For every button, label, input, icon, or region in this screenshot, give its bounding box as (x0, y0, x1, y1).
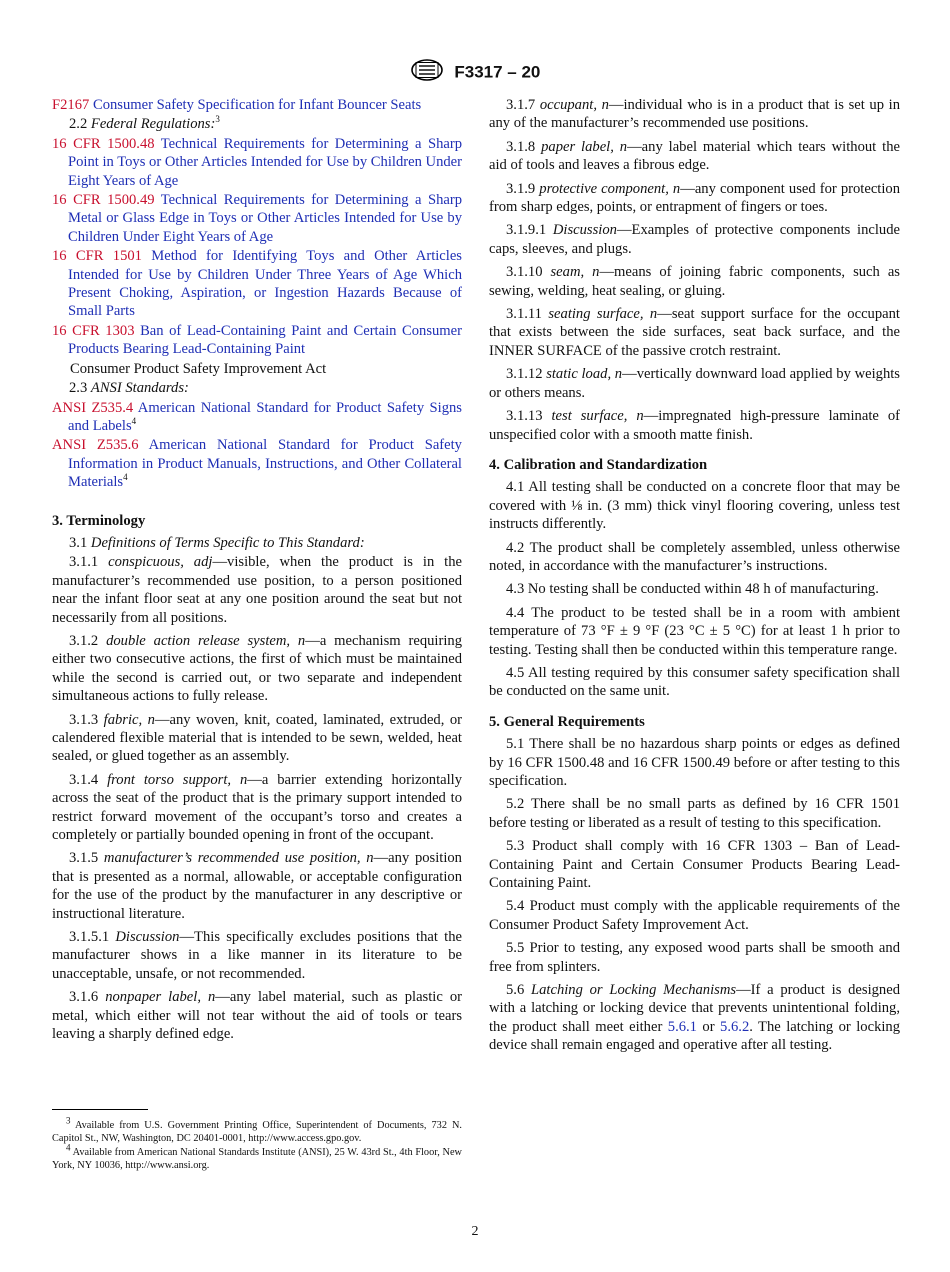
document-id: F3317 – 20 (454, 62, 541, 82)
term-3-1-10: 3.1.10 seam, n—means of joining fabric components, such as sewing, welding, heat sealing, or gluing. (489, 264, 900, 299)
section-heading-general-requirements: 5. General Requirements (489, 713, 645, 730)
paragraph-5-3: 5.3 Product shall comply with 16 CFR 1303 – Ban of Lead-Containing Paint and Certain Consumer Products Bearing Lead-Containing Paint. (489, 838, 900, 892)
term-3-1-2: 3.1.2 double action release system, n—a mechanism requiring either two consecutive actions, the first of which must be maintained while the second is carried out, or two separate and independent simultaneous actions to fully release. (52, 632, 462, 705)
left-column (52, 96, 462, 1049)
section-3-1: 3.1 Definitions of Terms Specific to This Standard: (69, 534, 365, 551)
page-number: 2 (471, 1224, 479, 1239)
paragraph-4-4: 4.4 The product to be tested shall be in a room with ambient temperature of 73 °F ± 9 °F (23 °C ± 5 °C) for at least 1 h prior to testing. Testing shall then be conducted within this temperature range. (489, 604, 900, 658)
section-2-2: 2.2 Federal Regulations:$^3$ (69, 114, 220, 133)
section-heading-terminology: 3. Terminology (52, 512, 146, 529)
astm-logo-icon (410, 58, 444, 87)
term-3-1-9-1: 3.1.9.1 Discussion—Examples of protective components include caps, sleeves, and plugs. (489, 222, 900, 257)
term-3-1-5: 3.1.5 manufacturer’s recommended use position, n—any position that is presented as a normal, allowable, or acceptable configuration for the use of the product by the manufacturer in any descriptive or instructional literature. (52, 850, 462, 922)
footnotes (52, 1115, 462, 1173)
paragraph-5-2: 5.2 There shall be no small parts as defined by 16 CFR 1501 before testing or liberated as a result of testing to this specification. (489, 796, 900, 831)
reference-ansi-z535-4: ANSI Z535.4 American National Standard for Product Safety Signs and Labels$^4$ (52, 399, 462, 434)
paragraph-4-2: 4.2 The product shall be completely assembled, unless otherwise noted, in accordance with the manufacturer’s instructions. (489, 539, 900, 574)
page-header (0, 58, 950, 87)
paragraph-4-1: 4.1 All testing shall be conducted on a concrete floor that may be covered with ⅛ in. (3 mm) thick vinyl flooring covering, unless test instructs differently. (489, 479, 900, 533)
term-3-1-11: 3.1.11 seating surface, n—seat support surface for the occupant that exists between the side surfaces, seat back surface, and the INNER SURFACE of the passive crotch restraint. (489, 306, 900, 359)
ref-code[interactable]: F2167 (52, 97, 90, 113)
footnote-divider (52, 1109, 148, 1110)
link-5-6-1[interactable]: 5.6.1 (667, 1018, 697, 1035)
paragraph-5-5: 5.5 Prior to testing, any exposed wood parts shall be smooth and free from splinters. (489, 940, 900, 975)
term-3-1-8: 3.1.8 paper label, n—any label material which tears without the aid of tools and leaves a fibrous edge. (489, 138, 900, 174)
term-3-1-1: 3.1.1 conspicuous, adj—visible, when the product is in the manufacturer’s recommended use position, to a person positioned near the infant floor seat at any one position around the seat but not necessarily from all positions. (52, 554, 462, 626)
footnote-ref-3: 3 (215, 114, 220, 125)
term-3-1-3: 3.1.3 fabric, n—any woven, knit, coated, laminated, extruded, or calendered flexible material that is intended to be sewn, welded, heat sealed, or glued together as an assembly. (52, 711, 462, 765)
paragraph-5-4: 5.4 Product must comply with the applicable requirements of the Consumer Product Safety Improvement Act. (489, 898, 900, 933)
paragraph-5-6: 5.6 Latching or Locking Mechanisms—If a product is designed with a latching or locking device that prevents unintentional folding, the product shall meet either 5.6.1 or 5.6.2. The latching or locking device shall remain engaged and operative after all testing. (489, 982, 901, 1054)
footnote-ref-4: 4 (131, 416, 137, 427)
ref-title[interactable]: Consumer Safety Specification for Infant Bouncer Seats (92, 97, 422, 113)
footnote-4: $^4$ Available from American National Standards Institute (ANSI), 25 W. 43rd St., 4th Floor, New York, NY 10036, http://www.ansi.org. (52, 1142, 462, 1171)
reference-f2167 (52, 96, 462, 114)
term-3-1-12: 3.1.12 static load, n—vertically downward load applied by weights or others means. (489, 366, 900, 401)
reference-16cfr1303: 16 CFR 1303 Ban of Lead-Containing Paint and Certain Consumer Products Bearing Lead-Containing Paint (52, 322, 462, 358)
paragraph-4-5: 4.5 All testing required by this consumer safety specification shall be conducted on the same unit. (489, 664, 900, 700)
reference-16cfr1500-48: 16 CFR 1500.48 Technical Requirements for Determining a Sharp Point in Toys or Other Articles Intended for Use by Children Under Eight Years of Age (52, 135, 463, 189)
paragraph-4-3: 4.3 No testing shall be conducted within 48 h of manufacturing. (506, 581, 879, 598)
term-3-1-6: 3.1.6 nonpaper label, n—any label material, such as plastic or metal, which either will not tear without the aid of tools or tears leaving a sharply defined edge. (52, 989, 462, 1043)
section-2-3: 2.3 ANSI Standards: (69, 380, 189, 397)
reference-cpsia: Consumer Product Safety Improvement Act (70, 360, 327, 377)
paragraph-5-1: 5.1 There shall be no hazardous sharp points or edges as defined by 16 CFR 1500.48 and 16 CFR 1500.49 before or after testing to this specification. (489, 736, 900, 789)
reference-16cfr1501: 16 CFR 1501 Method for Identifying Toys and Other Articles Intended for Use by Children Under Three Years of Age Which Present Choking, Aspiration, or Ingestion Hazards Because of Small Parts (52, 248, 462, 320)
right-column (489, 96, 900, 1060)
section-heading-calibration: 4. Calibration and Standardization (489, 456, 708, 473)
reference-ansi-z535-6: ANSI Z535.6 American National Standard for Product Safety Information in Product Manuals, Instructions, and Other Collateral Materials$^4$ (52, 437, 462, 491)
term-3-1-4: 3.1.4 front torso support, n—a barrier extending horizontally across the seat of the product that is the primary support intended to restrict forward movement of the occupant’s torso and creates a completely or partially bounded opening in front of the occupant. (52, 771, 463, 844)
term-3-1-5-1: 3.1.5.1 Discussion—This specifically excludes positions that the manufacturer shows in a like manner in its literature to be unacceptable, unsafe, or not recommended. (52, 929, 462, 982)
term-3-1-9: 3.1.9 protective component, n—any component used for protection from sharp edges, points, or entrapment of fingers or toes. (489, 180, 900, 216)
term-3-1-7: 3.1.7 occupant, n—individual who is in a product that is set up in any of the manufacturer’s recommended use positions. (489, 97, 901, 132)
term-3-1-13: 3.1.13 test surface, n—impregnated high-pressure laminate of unspecified color with a smooth matte finish. (489, 408, 900, 443)
footnote-ref-4: 4 (123, 472, 128, 483)
reference-16cfr1500-49: 16 CFR 1500.49 Technical Requirements for Determining a Sharp Metal or Glass Edge in Toys or Other Articles Intended for Use by Children Under Eight Years of Age (52, 192, 463, 245)
link-5-6-2[interactable]: 5.6.2 (720, 1018, 750, 1035)
footnote-3: $^3$ Available from U.S. Government Printing Office, Superintendent of Documents, 732 N. Capitol St., NW, Washington, DC 20401-0001, http://www.access.gpo.gov. (52, 1115, 462, 1144)
